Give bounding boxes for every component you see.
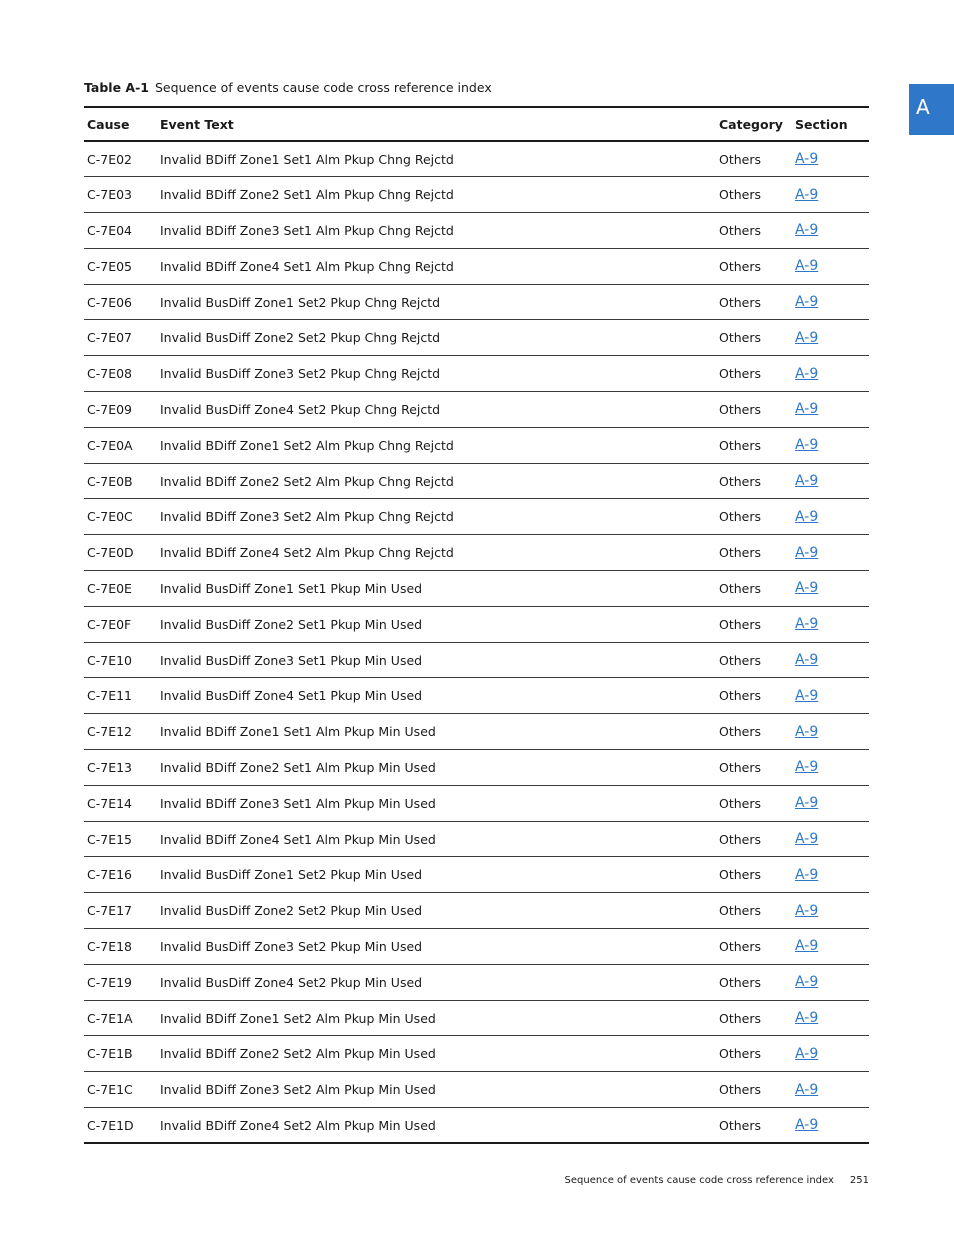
- category-cell: Others: [719, 1108, 795, 1144]
- header-category: Category: [719, 107, 795, 141]
- category-cell: Others: [719, 606, 795, 642]
- category-cell: Others: [719, 750, 795, 786]
- cause-cell: C-7E03: [84, 177, 160, 213]
- section-link[interactable]: A-9: [795, 329, 819, 346]
- section-link[interactable]: A-9: [795, 1010, 819, 1027]
- header-row: [84, 107, 869, 141]
- section-link[interactable]: A-9: [795, 902, 819, 919]
- cause-cell: C-7E10: [84, 642, 160, 678]
- table-row: [84, 141, 869, 177]
- event-text-cell: Invalid BDiff Zone1 Set2 Alm Pkup Chng Rejctd: [160, 427, 719, 463]
- header-cause: Cause: [84, 107, 160, 141]
- section-cell: [795, 678, 869, 714]
- event-text-cell: Invalid BusDiff Zone4 Set2 Pkup Min Used: [160, 964, 719, 1000]
- cause-cell: C-7E0C: [84, 499, 160, 535]
- table-body: [84, 141, 869, 1143]
- cause-cell: C-7E0E: [84, 571, 160, 607]
- category-cell: Others: [719, 320, 795, 356]
- cause-cell: C-7E1C: [84, 1072, 160, 1108]
- table-row: [84, 1072, 869, 1108]
- section-cell: [795, 1036, 869, 1072]
- category-cell: Others: [719, 821, 795, 857]
- event-text-cell: Invalid BDiff Zone3 Set2 Alm Pkup Min Used: [160, 1072, 719, 1108]
- cause-cell: C-7E0B: [84, 463, 160, 499]
- category-cell: Others: [719, 535, 795, 571]
- event-text-cell: Invalid BDiff Zone4 Set1 Alm Pkup Min Used: [160, 821, 719, 857]
- table-row: [84, 571, 869, 607]
- cause-cell: C-7E05: [84, 248, 160, 284]
- section-cell: [795, 750, 869, 786]
- section-link[interactable]: A-9: [795, 616, 819, 633]
- section-cell: [795, 177, 869, 213]
- event-text-cell: Invalid BusDiff Zone1 Set2 Pkup Min Used: [160, 857, 719, 893]
- table-row: [84, 213, 869, 249]
- section-link[interactable]: A-9: [795, 723, 819, 740]
- cause-cell: C-7E14: [84, 785, 160, 821]
- event-text-cell: Invalid BusDiff Zone2 Set2 Pkup Chng Rejctd: [160, 320, 719, 356]
- event-text-cell: Invalid BusDiff Zone1 Set1 Pkup Min Used: [160, 571, 719, 607]
- section-link[interactable]: A-9: [795, 508, 819, 525]
- section-cell: [795, 571, 869, 607]
- event-text-cell: Invalid BDiff Zone2 Set2 Alm Pkup Min Used: [160, 1036, 719, 1072]
- section-cell: [795, 964, 869, 1000]
- event-text-cell: Invalid BusDiff Zone1 Set2 Pkup Chng Rejctd: [160, 284, 719, 320]
- table-caption-label: Table A-1: [84, 80, 149, 95]
- category-cell: Others: [719, 463, 795, 499]
- section-cell: [795, 606, 869, 642]
- table-row: [84, 785, 869, 821]
- section-link[interactable]: A-9: [795, 974, 819, 991]
- section-cell: [795, 714, 869, 750]
- cause-cell: C-7E1D: [84, 1108, 160, 1144]
- table-row: [84, 929, 869, 965]
- section-cell: [795, 320, 869, 356]
- table-row: [84, 356, 869, 392]
- section-link[interactable]: A-9: [795, 222, 819, 239]
- event-text-cell: Invalid BusDiff Zone3 Set2 Pkup Min Used: [160, 929, 719, 965]
- event-text-cell: Invalid BDiff Zone1 Set1 Alm Pkup Min Used: [160, 714, 719, 750]
- section-link[interactable]: A-9: [795, 151, 819, 168]
- category-cell: Others: [719, 284, 795, 320]
- table-row: [84, 177, 869, 213]
- section-cell: [795, 141, 869, 177]
- section-link[interactable]: A-9: [795, 938, 819, 955]
- cause-cell: C-7E06: [84, 284, 160, 320]
- category-cell: Others: [719, 427, 795, 463]
- cause-cell: C-7E09: [84, 392, 160, 428]
- appendix-tab-letter: A: [916, 95, 930, 119]
- table-row: [84, 642, 869, 678]
- category-cell: Others: [719, 356, 795, 392]
- section-cell: [795, 535, 869, 571]
- category-cell: Others: [719, 714, 795, 750]
- event-text-cell: Invalid BDiff Zone4 Set1 Alm Pkup Chng Rejctd: [160, 248, 719, 284]
- table-row: [84, 284, 869, 320]
- event-text-cell: Invalid BDiff Zone2 Set1 Alm Pkup Min Used: [160, 750, 719, 786]
- section-cell: [795, 1000, 869, 1036]
- cause-cell: C-7E08: [84, 356, 160, 392]
- section-cell: [795, 1072, 869, 1108]
- table-row: [84, 535, 869, 571]
- event-text-cell: Invalid BDiff Zone3 Set1 Alm Pkup Min Used: [160, 785, 719, 821]
- cause-code-table: [84, 106, 869, 1144]
- table-row: [84, 1036, 869, 1072]
- cause-cell: C-7E02: [84, 141, 160, 177]
- table-row: [84, 606, 869, 642]
- page-footer: [565, 1175, 869, 1186]
- section-link[interactable]: A-9: [795, 866, 819, 883]
- category-cell: Others: [719, 1036, 795, 1072]
- section-link[interactable]: A-9: [795, 1117, 819, 1134]
- section-cell: [795, 356, 869, 392]
- section-cell: [795, 929, 869, 965]
- event-text-cell: Invalid BDiff Zone1 Set1 Alm Pkup Chng Rejctd: [160, 141, 719, 177]
- table-row: [84, 714, 869, 750]
- cause-cell: C-7E0F: [84, 606, 160, 642]
- section-link[interactable]: A-9: [795, 186, 819, 203]
- event-text-cell: Invalid BusDiff Zone3 Set1 Pkup Min Used: [160, 642, 719, 678]
- section-link[interactable]: A-9: [795, 401, 819, 418]
- cause-cell: C-7E07: [84, 320, 160, 356]
- event-text-cell: Invalid BDiff Zone1 Set2 Alm Pkup Min Used: [160, 1000, 719, 1036]
- section-cell: [795, 248, 869, 284]
- table-row: [84, 1108, 869, 1144]
- section-link[interactable]: A-9: [795, 544, 819, 561]
- cause-cell: C-7E0A: [84, 427, 160, 463]
- category-cell: Others: [719, 893, 795, 929]
- table-row: [84, 320, 869, 356]
- category-cell: Others: [719, 964, 795, 1000]
- cause-cell: C-7E18: [84, 929, 160, 965]
- section-cell: [795, 1108, 869, 1144]
- event-text-cell: Invalid BDiff Zone3 Set2 Alm Pkup Chng Rejctd: [160, 499, 719, 535]
- section-link[interactable]: A-9: [795, 473, 819, 490]
- table-header: [84, 107, 869, 141]
- category-cell: Others: [719, 678, 795, 714]
- cause-cell: C-7E13: [84, 750, 160, 786]
- table-row: [84, 392, 869, 428]
- category-cell: Others: [719, 1000, 795, 1036]
- section-link[interactable]: A-9: [795, 258, 819, 275]
- header-section: Section: [795, 107, 869, 141]
- section-link[interactable]: A-9: [795, 831, 819, 848]
- event-text-cell: Invalid BDiff Zone4 Set2 Alm Pkup Chng Rejctd: [160, 535, 719, 571]
- section-cell: [795, 893, 869, 929]
- cause-cell: C-7E11: [84, 678, 160, 714]
- category-cell: Others: [719, 248, 795, 284]
- category-cell: Others: [719, 141, 795, 177]
- section-cell: [795, 857, 869, 893]
- event-text-cell: Invalid BusDiff Zone4 Set2 Pkup Chng Rejctd: [160, 392, 719, 428]
- section-cell: [795, 642, 869, 678]
- section-link[interactable]: A-9: [795, 687, 819, 704]
- section-cell: [795, 213, 869, 249]
- section-cell: [795, 821, 869, 857]
- category-cell: Others: [719, 929, 795, 965]
- table-caption-text: Sequence of events cause code cross reference index: [154, 80, 492, 95]
- section-cell: [795, 427, 869, 463]
- section-cell: [795, 284, 869, 320]
- cause-cell: C-7E19: [84, 964, 160, 1000]
- category-cell: Others: [719, 1072, 795, 1108]
- section-link[interactable]: A-9: [795, 652, 819, 669]
- footer-title: Sequence of events cause code cross reference index: [564, 1175, 834, 1186]
- category-cell: Others: [719, 177, 795, 213]
- appendix-tab-marker: [909, 84, 954, 135]
- table-row: [84, 248, 869, 284]
- category-cell: Others: [719, 857, 795, 893]
- cause-cell: C-7E1A: [84, 1000, 160, 1036]
- table-row: [84, 1000, 869, 1036]
- section-cell: [795, 463, 869, 499]
- table-caption: [84, 80, 492, 95]
- event-text-cell: Invalid BusDiff Zone4 Set1 Pkup Min Used: [160, 678, 719, 714]
- header-event-text: Event Text: [160, 107, 719, 141]
- table-row: [84, 499, 869, 535]
- event-text-cell: Invalid BDiff Zone4 Set2 Alm Pkup Min Used: [160, 1108, 719, 1144]
- cause-cell: C-7E1B: [84, 1036, 160, 1072]
- category-cell: Others: [719, 392, 795, 428]
- cause-cell: C-7E17: [84, 893, 160, 929]
- category-cell: Others: [719, 785, 795, 821]
- section-link[interactable]: A-9: [795, 1045, 819, 1062]
- category-cell: Others: [719, 213, 795, 249]
- table-row: [84, 427, 869, 463]
- event-text-cell: Invalid BDiff Zone3 Set1 Alm Pkup Chng Rejctd: [160, 213, 719, 249]
- table-row: [84, 857, 869, 893]
- category-cell: Others: [719, 642, 795, 678]
- cause-cell: C-7E16: [84, 857, 160, 893]
- event-text-cell: Invalid BusDiff Zone2 Set1 Pkup Min Used: [160, 606, 719, 642]
- event-text-cell: Invalid BDiff Zone2 Set2 Alm Pkup Chng Rejctd: [160, 463, 719, 499]
- cause-cell: C-7E15: [84, 821, 160, 857]
- table-row: [84, 678, 869, 714]
- section-cell: [795, 499, 869, 535]
- event-text-cell: Invalid BDiff Zone2 Set1 Alm Pkup Chng Rejctd: [160, 177, 719, 213]
- cause-cell: C-7E12: [84, 714, 160, 750]
- table-row: [84, 821, 869, 857]
- cause-cell: C-7E04: [84, 213, 160, 249]
- table-row: [84, 893, 869, 929]
- table-row: [84, 964, 869, 1000]
- section-link[interactable]: A-9: [795, 1081, 819, 1098]
- category-cell: Others: [719, 571, 795, 607]
- section-link[interactable]: A-9: [795, 795, 819, 812]
- category-cell: Others: [719, 499, 795, 535]
- event-text-cell: Invalid BusDiff Zone3 Set2 Pkup Chng Rejctd: [160, 356, 719, 392]
- table-row: [84, 750, 869, 786]
- section-link[interactable]: A-9: [795, 437, 819, 454]
- section-link[interactable]: A-9: [795, 365, 819, 382]
- event-text-cell: Invalid BusDiff Zone2 Set2 Pkup Min Used: [160, 893, 719, 929]
- page-number: 251: [849, 1175, 869, 1186]
- table-row: [84, 463, 869, 499]
- cause-cell: C-7E0D: [84, 535, 160, 571]
- section-link[interactable]: A-9: [795, 580, 819, 597]
- section-cell: [795, 392, 869, 428]
- section-link[interactable]: A-9: [795, 759, 819, 776]
- section-link[interactable]: A-9: [795, 294, 819, 311]
- section-cell: [795, 785, 869, 821]
